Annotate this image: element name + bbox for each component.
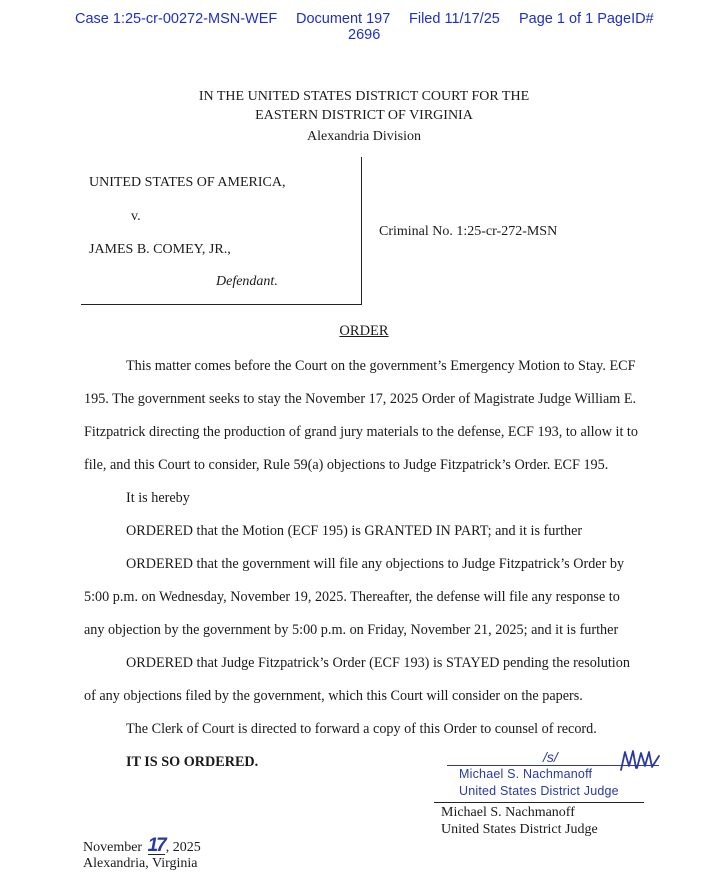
paragraph-4-line-1: ORDERED that the government will file any objections to Judge Fitzpatrick’s Order by bbox=[126, 556, 625, 572]
court-name-line1: IN THE UNITED STATES DISTRICT COURT FOR THE bbox=[198, 89, 530, 104]
caption-vertical-rule bbox=[361, 157, 362, 305]
paragraph-4-line-3: any objection by the government by 5:00 p.m. on Friday, November 21, 2025; and it is further bbox=[84, 622, 619, 638]
date-year: , 2025 bbox=[165, 840, 201, 855]
page-info: Page 1 of 1 PageID# bbox=[519, 11, 654, 27]
judge-title: United States District Judge bbox=[441, 822, 598, 837]
paragraph-1-line-1: This matter comes before the Court on the government’s Emergency Motion to Stay. ECF bbox=[126, 358, 636, 374]
paragraph-1-line-4: file, and this Court to consider, Rule 59(a) objections to Judge Fitzpatrick’s Order. ECF 195. bbox=[84, 457, 609, 473]
court-heading bbox=[0, 87, 728, 146]
electronic-signature-mark: /s/ bbox=[543, 749, 558, 765]
page-id: 2696 bbox=[348, 27, 381, 43]
court-division: Alexandria Division bbox=[307, 129, 421, 144]
paragraph-3: ORDERED that the Motion (ECF 195) is GRANTED IN PART; and it is further bbox=[126, 523, 583, 539]
versus: v. bbox=[131, 209, 141, 224]
paragraph-4-line-2: 5:00 p.m. on Wednesday, November 19, 2025. Thereafter, the defense will file any response to bbox=[84, 589, 620, 605]
date-month: November bbox=[83, 840, 143, 855]
paragraph-6: The Clerk of Court is directed to forward a copy of this Order to counsel of record. bbox=[126, 721, 597, 737]
paragraph-5-line-1: ORDERED that Judge Fitzpatrick’s Order (ECF 193) is STAYED pending the resolution bbox=[126, 655, 630, 671]
paragraph-5-line-2: of any objections filed by the government, which this Court will consider on the papers. bbox=[84, 688, 583, 704]
so-ordered: IT IS SO ORDERED. bbox=[126, 754, 259, 770]
signature-stamp-name: Michael S. Nachmanoff bbox=[459, 767, 593, 781]
case-number-header: Case 1:25-cr-00272-MSN-WEF bbox=[75, 11, 278, 27]
order-title: ORDER bbox=[339, 323, 389, 339]
document-number: Document 197 bbox=[296, 11, 391, 27]
signature-stamp-title: United States District Judge bbox=[459, 784, 619, 798]
date-place: Alexandria, Virginia bbox=[83, 856, 198, 871]
date-day-handwritten: 17 bbox=[147, 835, 165, 856]
judge-name: Michael S. Nachmanoff bbox=[441, 805, 575, 820]
date-line bbox=[83, 835, 201, 856]
court-name-line2: EASTERN DISTRICT OF VIRGINIA bbox=[255, 108, 473, 123]
plaintiff: UNITED STATES OF AMERICA, bbox=[89, 175, 286, 190]
paragraph-1-line-3: Fitzpatrick directing the production of grand jury materials to the defense, ECF 193, to allow it to bbox=[84, 424, 638, 440]
defendant-role: Defendant. bbox=[216, 274, 278, 289]
filed-date: Filed 11/17/25 bbox=[409, 11, 500, 27]
defendant-name: JAMES B. COMEY, JR., bbox=[89, 242, 231, 257]
handwritten-initials bbox=[619, 748, 661, 774]
signature-line bbox=[434, 802, 644, 803]
criminal-case-number: Criminal No. 1:25-cr-272-MSN bbox=[379, 224, 558, 239]
ecf-header bbox=[0, 12, 728, 44]
caption-horizontal-rule bbox=[81, 304, 362, 305]
paragraph-1-line-2: 195. The government seeks to stay the November 17, 2025 Order of Magistrate Judge William E. bbox=[84, 391, 637, 407]
paragraph-2: It is hereby bbox=[126, 490, 190, 506]
